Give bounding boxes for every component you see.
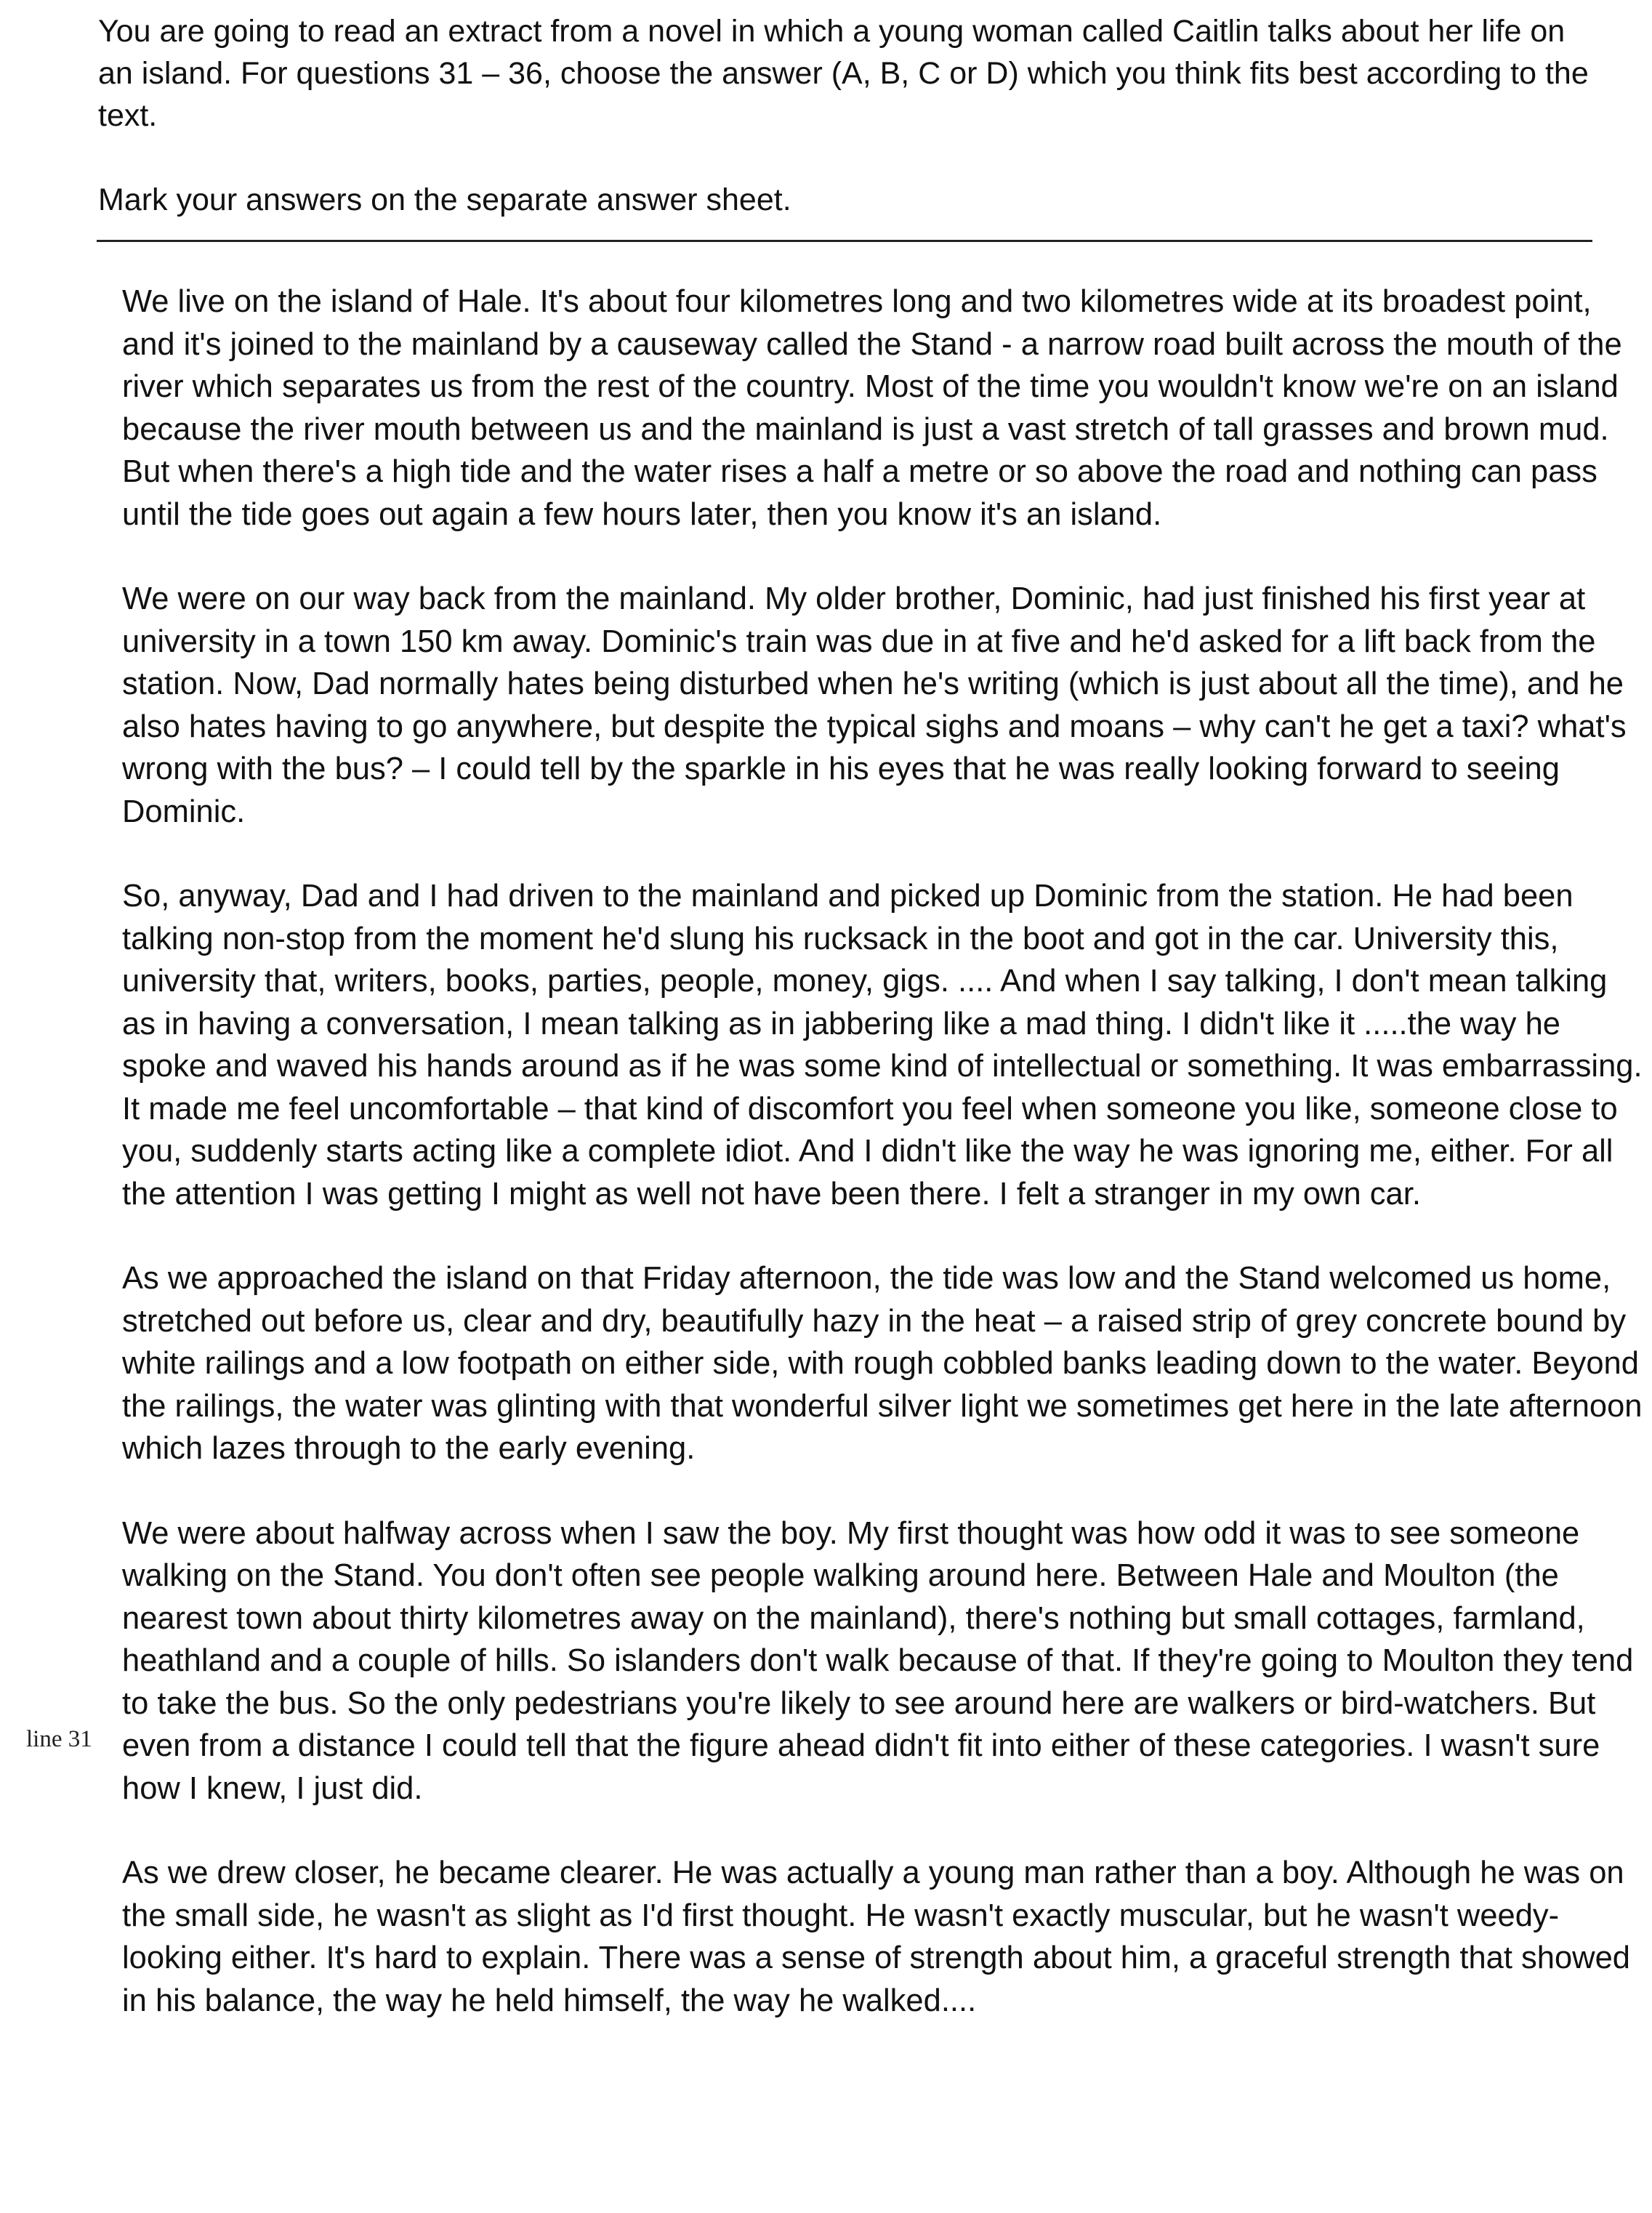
passage-paragraph-1: We live on the island of Hale. It's about four kilometres long and two kilometres wide at its broadest point, and it's joined to the mainland by a causeway called the Stand - a narrow road built across the mouth of the river which separates us from the rest of the country. Most of the time you wouldn't know we're on an island because the river mouth between us and the mainland is just a vast stretch of tall grasses and brown mud. But when there's a high tide and the water rises a half a metre or so above the road and nothing can pass until the tide goes out again a few hours later, then you know it's an island. (122, 284, 1622, 532)
instructions-intro: You are going to read an extract from a novel in which a young woman called Caitlin talks about her life on an island. For questions 31 – 36, choose the answer (A, B, C or D) which you think fits best according to the text. (98, 14, 1589, 133)
passage-paragraph-2: We were on our way back from the mainland. My older brother, Dominic, had just finished his first year at university in a town 150 km away. Dominic's train was due in at five and he'd asked for a lift back from the station. Now, Dad normally hates being disturbed when he's writing (which is just about all the time), and he also hates having to go anywhere, but despite the typical sighs and moans – why can't he get a taxi? what's wrong with the bus? – I could tell by the sparkle in his eyes that he was really looking forward to seeing Dominic. (122, 581, 1627, 829)
line-31-marker: line 31 (26, 1726, 92, 1752)
answer-sheet-note: Mark your answers on the separate answer sheet. (98, 182, 791, 217)
passage-paragraph-3: So, anyway, Dad and I had driven to the mainland and picked up Dominic from the station. He had been talking non-stop from the moment he'd slung his rucksack in the boot and got in the car. University this, university that, writers, books, parties, people, money, gigs. .... And when I say talking, I don't mean talking as in having a conversation, I mean talking as in jabbering like a mad thing. I didn't like it .....the way he spoke and waved his hands around as if he was some kind of intellectual or something. It was embarrassing. It made me feel uncomfortable – that kind of discomfort you feel when someone you like, someone close to you, suddenly starts acting like a complete idiot. And I didn't like the way he was ignoring me, either. For all the attention I was getting I might as well not have been there. I felt a stranger in my own car. (122, 879, 1643, 1212)
passage-paragraph-4: As we approached the island on that Friday afternoon, the tide was low and the Stand welcomed us home, stretched out before us, clear and dry, beautifully hazy in the heat – a raised strip of grey concrete bound by white railings and a low footpath on either side, with rough cobbled banks leading down to the water. Beyond the railings, the water was glinting with that wonderful silver light we sometimes get here in the late afternoon which lazes through to the early evening. (122, 1261, 1643, 1466)
reading-passage (122, 281, 1643, 2064)
passage-paragraph-5: We were about halfway across when I saw the boy. My first thought was how odd it was to see someone walking on the Stand. You don't often see people walking around here. Between Hale and Moulton (the nearest town about thirty kilometres away on the mainland), there's nothing but small cottages, farmland, heathland and a couple of hills. So islanders don't walk because of that. If they're going to Moulton they tend to take the bus. So the only pedestrians you're likely to see around here are walkers or bird-watchers. But even from a distance I could tell that the figure ahead didn't fit into either of these categories. I wasn't sure how I knew, I just did. (122, 1515, 1634, 1806)
task-instructions (98, 10, 1603, 221)
separator-line (97, 240, 1592, 242)
passage-paragraph-6: As we drew closer, he became clearer. He was actually a young man rather than a boy. Although he was on the small side, he wasn't as slight as I'd first thought. He wasn't exactly muscular, but he wasn't weedy-looking either. It's hard to explain. There was a sense of strength about him, a graceful strength that showed in his balance, the way he held himself, the way he walked.... (122, 1855, 1630, 2018)
